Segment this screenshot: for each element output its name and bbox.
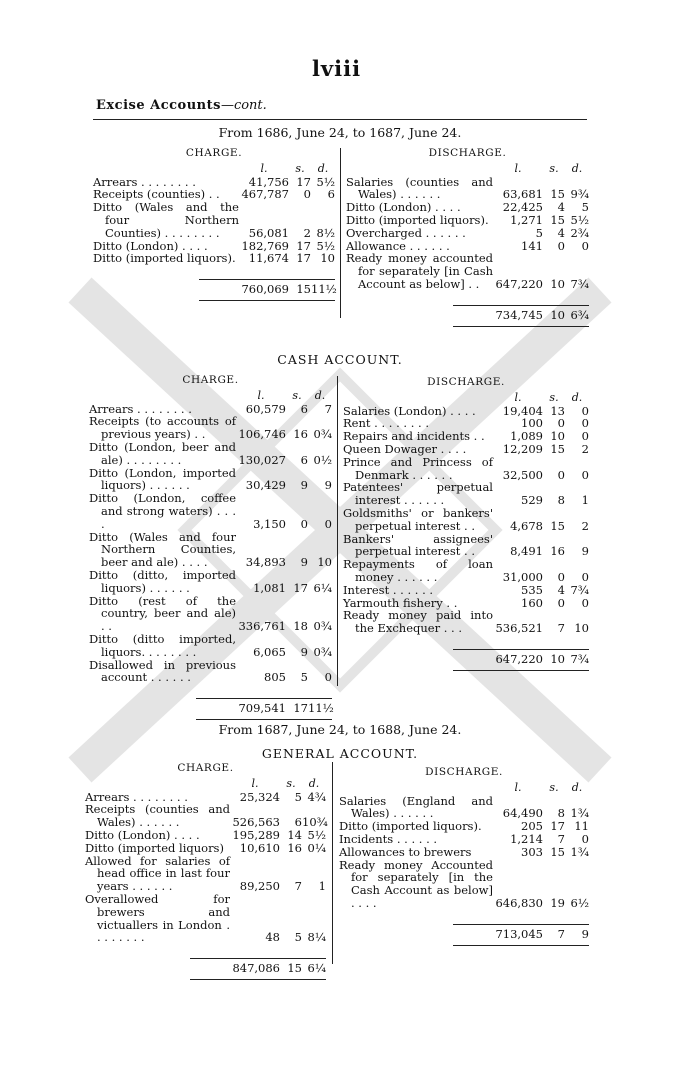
row-pence: 7 [324,401,332,416]
row-shillings: 0 [557,595,565,610]
page-number: lviii [311,56,362,81]
row-pounds: 160 [521,595,543,610]
total-pounds: 734,745 [495,307,543,322]
section-3-charge [85,762,326,980]
row-shillings: 7 [557,831,565,846]
ledger-row [89,633,332,659]
row-label: Interest . . . . . . [343,582,434,597]
total-pence: 9 [581,926,589,941]
ledger-row [346,227,589,240]
row-label: Ditto (Wales and the four Northern Counties) . . . . . . . . [93,200,239,240]
row-pence: 0 [324,516,332,531]
row-pounds: 529 [521,493,543,508]
row-pence: 2 [581,441,589,456]
row-label: Ditto (ditto, imported liquors) . . . . . . [89,567,236,595]
row-pence: 5 [581,200,589,215]
row-pence: 0¾ [313,644,332,659]
row-label: Receipts (to accounts of previous years) . . [89,414,236,442]
row-pounds: 646,830 [495,895,543,910]
running-head [96,98,267,113]
row-label: Bankers' assignees' perpetual interest . . [343,531,493,559]
row-pence: 1 [318,879,326,894]
row-shillings: 4 [557,200,565,215]
row-pence: 5½ [570,212,589,227]
unit-label: l. [514,161,522,175]
row-shillings: 15 [550,212,565,227]
row-pounds: 336,761 [238,619,286,634]
ledger-row [85,842,326,855]
row-pence: 2 [581,518,589,533]
ledger-row [89,467,332,493]
total-pence: 11½ [311,282,337,297]
row-label: Ditto (rest of the country, beer and ale) . . [89,593,236,634]
row-label: Receipts (counties and Wales) . . . . . . [85,802,230,830]
row-label: Prince and Princess of Denmark . . . . . . [343,454,493,482]
ledger-row [93,201,335,239]
total-row [93,283,335,296]
total-row [346,309,589,322]
row-label: Queen Dowager . . . . [343,441,467,456]
total-rule-bottom [453,326,589,327]
ledger-row [343,584,589,597]
row-label: Ditto (London, coffee and strong waters) . . . . [89,491,236,531]
row-pence: 1¾ [570,806,589,821]
row-pounds: 25,324 [239,789,280,804]
row-pence: 5½ [316,238,335,253]
row-label: Repairs and incidents . . [343,429,485,444]
ledger-row [89,531,332,569]
ledger-row [343,609,589,635]
ledger-row [85,803,326,829]
row-label: Allowances to brewers [339,844,472,859]
row-pence: 6½ [570,895,589,910]
total-pounds: 847,086 [232,961,280,976]
total-rule-top [199,279,335,280]
section-2-charge [89,374,332,720]
row-label: Overallowed for brewers and victuallers in London . . . . . . . . [85,891,230,945]
total-row [89,702,332,715]
discharge-heading: DISCHARGE. [427,376,505,388]
row-pence: 8¼ [307,930,326,945]
section-1-discharge [346,147,589,327]
ledger-row [339,795,589,821]
total-pence: 7¾ [570,651,589,666]
row-pence: 11 [574,819,589,834]
row-shillings: 9 [300,478,308,493]
total-pounds: 647,220 [495,651,543,666]
section-1-period: From 1686, June 24, to 1687, June 24. [218,125,462,140]
row-pounds: 30,429 [245,478,286,493]
total-rule-top [453,924,589,925]
total-row [339,928,589,941]
total-shillings: 10 [550,651,565,666]
row-label: Ditto (London, imported liquors) . . . . . . [89,465,236,493]
row-shillings: 14 [287,827,302,842]
total-rule-top [190,958,326,959]
row-pence: 0¼ [307,840,326,855]
row-label: Ditto (imported liquors). [339,819,482,834]
row-shillings: 8 [557,493,565,508]
row-shillings: 0 [557,416,565,431]
row-pence: 0 [581,467,589,482]
total-shillings: 10 [550,307,565,322]
row-pounds: 89,250 [239,879,280,894]
unit-label: l. [257,388,265,402]
row-shillings: 15 [550,844,565,859]
row-pounds: 1,214 [510,831,543,846]
row-pence: 0 [581,238,589,253]
section-3-discharge [339,766,589,946]
unit-label: s. [549,390,559,404]
row-pence: 6 [327,187,335,202]
row-pounds: 535 [521,582,543,597]
row-pence: 10 [574,621,589,636]
row-label: Arrears . . . . . . . . [93,174,196,189]
row-label: Ditto (London) . . . . [93,238,208,253]
ledger-row [343,507,589,533]
row-label: Goldsmiths' or bankers' perpetual interest . . [343,505,493,533]
row-label: Rent . . . . . . . . [343,416,429,431]
ledger-row [89,659,332,685]
ledger-row [85,893,326,944]
row-label: Arrears . . . . . . . . [89,401,192,416]
unit-label: s. [295,161,305,175]
row-pence: 0 [581,403,589,418]
ledger-row [89,569,332,595]
charge-heading: CHARGE. [182,374,239,386]
row-shillings: 0 [557,238,565,253]
total-shillings: 7 [557,926,565,941]
units-header [346,163,589,176]
row-label: Yarmouth fishery . . [343,595,458,610]
ledger-row [89,441,332,467]
section-1-charge [93,147,335,301]
row-shillings: 17 [293,580,308,595]
row-pounds: 12,209 [502,441,543,456]
row-pounds: 106,746 [238,427,286,442]
row-shillings: 0 [557,569,565,584]
header-rule [93,119,587,120]
discharge-heading: DISCHARGE. [428,147,507,159]
row-shillings: 13 [550,403,565,418]
row-label: Ditto (London) . . . . [346,200,461,215]
total-rule-bottom [196,719,332,720]
row-pounds: 4,678 [510,518,543,533]
row-pence: 10¾ [302,815,328,830]
row-pounds: 536,521 [495,621,543,636]
row-shillings: 9 [300,644,308,659]
row-label: Ready money Accounted for separately [in the Cash Account as below] . . . . [339,857,493,910]
row-shillings: 5 [300,670,308,685]
row-pence: 0¾ [313,427,332,442]
row-pence: 5½ [316,174,335,189]
row-shillings: 15 [550,187,565,202]
row-pence: 8½ [316,225,335,240]
row-pounds: 526,563 [232,815,280,830]
row-shillings: 10 [550,276,565,291]
row-shillings: 17 [296,238,311,253]
row-pence: 1¾ [570,844,589,859]
ledger-row [343,481,589,507]
row-pounds: 31,000 [502,569,543,584]
row-label: Salaries (England and Wales) . . . . . . [339,793,493,821]
row-pounds: 5 [535,225,543,240]
unit-label: s. [286,776,296,790]
row-label: Ditto (imported liquors) [85,840,224,855]
ledger-row [346,176,589,202]
unit-label: l. [514,780,522,794]
row-pence: 0 [581,429,589,444]
row-shillings: 9 [300,555,308,570]
row-shillings: 4 [557,582,565,597]
row-label: Ditto (imported liquors). [346,212,489,227]
total-rule-top [453,305,589,306]
row-pounds: 41,756 [248,174,289,189]
row-pence: 7¾ [570,276,589,291]
row-shillings: 17 [550,819,565,834]
section-2-title: CASH ACCOUNT. [277,352,403,367]
row-shillings: 17 [296,251,311,266]
total-row [85,962,326,975]
row-label: Ditto (imported liquors). [93,251,236,266]
section-3-divider [332,762,333,964]
total-rule-top [453,649,589,650]
ledger-row [339,833,589,846]
unit-label: d. [571,780,583,794]
unit-label: s. [292,388,302,402]
row-pence: 9 [324,478,332,493]
running-head-title: Excise Accounts [96,98,221,113]
charge-heading: CHARGE. [185,147,243,159]
total-shillings: 15 [296,282,311,297]
row-pounds: 1,081 [253,580,286,595]
row-pence: 4¾ [307,789,326,804]
ledger-row [343,558,589,584]
row-shillings: 6 [294,815,302,830]
unit-label: d. [317,161,329,175]
section-2-discharge [343,376,589,671]
ledger-row [89,595,332,633]
row-pounds: 303 [521,844,543,859]
row-pence: 0 [581,569,589,584]
row-pence: 0½ [313,452,332,467]
row-label: Overcharged . . . . . . [346,225,466,240]
row-label: Disallowed in previous account . . . . . . [89,657,236,685]
section-2-divider [337,376,338,686]
row-shillings: 15 [550,518,565,533]
ledger-row [346,214,589,227]
row-pounds: 64,490 [502,806,543,821]
row-shillings: 16 [293,427,308,442]
row-pence: 0 [324,670,332,685]
row-pence: 10 [320,251,335,266]
row-label: Incidents . . . . . . [339,831,438,846]
row-shillings: 5 [294,789,302,804]
row-pence: 5½ [307,827,326,842]
row-shillings: 18 [293,619,308,634]
row-shillings: 0 [303,187,311,202]
total-rule-top [196,698,332,699]
row-shillings: 0 [557,467,565,482]
ledger-row [85,829,326,842]
row-shillings: 17 [296,174,311,189]
row-pounds: 22,425 [502,200,543,215]
row-pounds: 6,065 [253,644,286,659]
row-shillings: 2 [303,225,311,240]
row-pence: 0 [581,416,589,431]
row-label: Ditto (London) . . . . [85,827,200,842]
unit-label: l. [260,161,268,175]
total-shillings: 15 [287,961,302,976]
row-shillings: 7 [294,879,302,894]
row-label: Ready money paid into the Exchequer . . . [343,608,493,636]
total-rule-bottom [199,300,335,301]
unit-label: l. [514,390,522,404]
ledger-row [89,415,332,441]
units-header [85,778,326,791]
charge-heading: CHARGE. [177,762,234,774]
units-header [89,390,332,403]
total-row [343,653,589,666]
row-pounds: 11,674 [248,251,289,266]
row-pounds: 195,289 [232,827,280,842]
row-label: Ready money accounted for separately [in Cash Account as below] . . [346,251,493,291]
row-pence: 0¾ [313,619,332,634]
row-pounds: 141 [521,238,543,253]
row-pounds: 63,681 [502,187,543,202]
row-pence: 7¾ [570,582,589,597]
row-label: Receipts (counties) . . [93,187,220,202]
ledger-row [343,443,589,456]
discharge-heading: DISCHARGE. [425,766,503,778]
row-shillings: 6 [300,452,308,467]
row-label: Ditto (Wales and four Northern Counties, beer and ale) . . . . [89,529,236,570]
total-pounds: 760,069 [241,282,289,297]
unit-label: d. [571,390,583,404]
units-header [93,163,335,176]
row-pounds: 182,769 [241,238,289,253]
total-pounds: 709,541 [238,701,286,716]
row-pounds: 19,404 [502,403,543,418]
unit-label: l. [251,776,259,790]
row-pence: 9¾ [570,187,589,202]
row-pounds: 48 [265,930,280,945]
unit-label: s. [549,161,559,175]
ledger-row [343,456,589,482]
total-rule-bottom [453,945,589,946]
unit-label: d. [314,388,326,402]
units-header [339,782,589,795]
row-pounds: 100 [521,416,543,431]
section-3-period: From 1687, June 24, to 1688, June 24. [218,722,462,737]
row-pounds: 805 [264,670,286,685]
ledger-row [89,492,332,530]
row-pence: 0 [581,831,589,846]
ledger-row [339,846,589,859]
row-shillings: 15 [550,441,565,456]
row-label: Salaries (counties and Wales) . . . . . . [346,174,493,202]
row-pence: 9 [581,544,589,559]
ledger-row [93,252,335,265]
total-pence: 6¾ [570,307,589,322]
row-label: Repayments of loan money . . . . . . [343,557,493,584]
row-pounds: 60,579 [245,401,286,416]
row-pence: 1 [581,493,589,508]
row-pounds: 3,150 [253,516,286,531]
row-pounds: 32,500 [502,467,543,482]
unit-label: d. [571,161,583,175]
row-label: Salaries (London) . . . . [343,403,476,418]
row-shillings: 0 [300,516,308,531]
section-1-divider [340,148,341,318]
total-pounds: 713,045 [495,926,543,941]
unit-label: s. [549,780,559,794]
row-pounds: 34,893 [245,555,286,570]
total-rule-bottom [453,670,589,671]
ledger-row [346,252,589,290]
row-pounds: 647,220 [495,276,543,291]
row-shillings: 6 [300,401,308,416]
row-label: Allowed for salaries of head office in last four years . . . . . . [85,853,230,894]
ledger-row [343,533,589,559]
row-pounds: 10,610 [239,840,280,855]
row-pounds: 467,787 [241,187,289,202]
section-3-title: GENERAL ACCOUNT. [261,746,419,761]
row-pence: 10 [317,555,332,570]
row-pounds: 56,081 [248,225,289,240]
ledger-row [339,859,589,910]
row-pounds: 205 [521,819,543,834]
row-label: Patentees' perpetual interest . . . . . . [343,480,493,508]
row-shillings: 5 [294,930,302,945]
total-pence: 11½ [308,701,334,716]
row-label: Ditto (ditto imported, liquors. . . . . . . . [89,631,236,659]
unit-label: d. [308,776,320,790]
row-shillings: 4 [557,225,565,240]
row-shillings: 8 [557,806,565,821]
row-label: Allowance . . . . . . [346,238,450,253]
row-label: Ditto (London, beer and ale) . . . . . . . . [89,439,236,467]
ledger-row [85,855,326,893]
row-shillings: 16 [550,544,565,559]
row-pounds: 130,027 [238,452,286,467]
units-header [343,392,589,405]
row-pounds: 8,491 [510,544,543,559]
row-shillings: 10 [550,429,565,444]
row-pence: 2¾ [570,225,589,240]
row-shillings: 7 [557,621,565,636]
total-pence: 6¼ [307,961,326,976]
row-label: Arrears . . . . . . . . [85,789,188,804]
row-pence: 6¼ [313,580,332,595]
running-head-suffix: —cont. [220,98,267,113]
row-pounds: 1,271 [510,212,543,227]
row-shillings: 19 [550,895,565,910]
row-pence: 0 [581,595,589,610]
row-pounds: 1,089 [510,429,543,444]
total-shillings: 17 [293,701,308,716]
total-rule-bottom [190,979,326,980]
row-shillings: 16 [287,840,302,855]
